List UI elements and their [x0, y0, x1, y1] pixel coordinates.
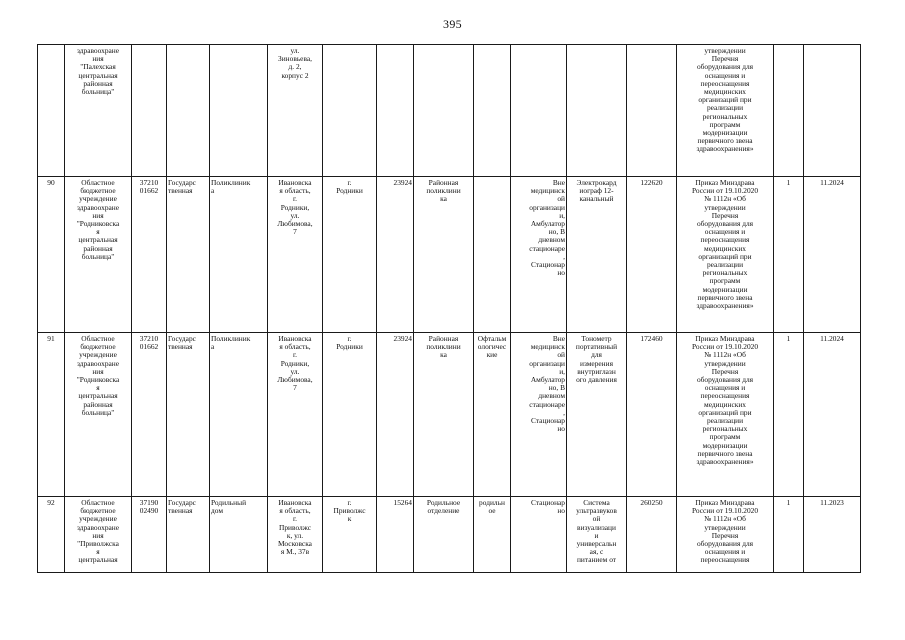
cell-line: г. — [292, 350, 298, 360]
cell-line: ая, с — [589, 547, 604, 557]
cell-line: районная — [83, 399, 113, 409]
cell-line: и — [594, 530, 599, 540]
equipment-register-table — [37, 44, 861, 573]
cell-line: для — [591, 350, 602, 360]
cell-address — [268, 497, 323, 573]
cell-address — [268, 177, 323, 333]
cell-line: Областное — [81, 334, 115, 343]
cell-settlement — [323, 333, 377, 497]
cell-oktmo-code — [377, 333, 414, 497]
cell-line: Районная — [428, 334, 459, 343]
cell-ownership-form — [167, 497, 210, 573]
cell-line: Стационар — [531, 416, 565, 426]
cell-line: "Родниковска — [76, 375, 120, 385]
cell-line: № 1112н «Об — [704, 194, 746, 204]
cell-settlement — [323, 497, 377, 573]
cell-line: поликлини — [426, 342, 461, 352]
cell-care-conditions — [511, 45, 567, 177]
cell-line: г. — [347, 498, 352, 507]
cell-line: дневном — [538, 391, 565, 401]
cell-line: 23924 — [393, 334, 412, 343]
cell-line: учреждение — [79, 350, 117, 360]
cell-organization — [65, 497, 132, 573]
table-row — [38, 45, 861, 177]
cell-line: здравоохранения» — [696, 144, 754, 154]
cell-line: здравоохране — [76, 46, 120, 55]
cell-line: канальный — [579, 194, 614, 204]
cell-line: Электрокард — [576, 178, 617, 187]
cell-inn — [132, 497, 167, 573]
cell-line: бюджетное — [80, 186, 116, 196]
cell-line: ой — [557, 194, 565, 204]
cell-line: региональных — [702, 111, 748, 121]
cell-care-conditions — [511, 333, 567, 497]
cell-line: 15264 — [393, 498, 412, 507]
cell-line: Стационар — [531, 498, 565, 507]
cell-line: здравоохранения» — [696, 457, 754, 467]
cell-line: организаци — [529, 358, 565, 368]
cell-line: Государс — [168, 498, 196, 507]
cell-care-profile — [474, 45, 511, 177]
cell-line: ния — [92, 54, 104, 64]
cell-line: утверждении — [704, 46, 746, 55]
cell-line: 172460 — [640, 334, 663, 343]
cell-line: Тонометр — [581, 334, 612, 343]
cell-line: медицинских — [704, 399, 746, 409]
cell-division — [210, 177, 268, 333]
cell-delivery-date — [804, 45, 861, 177]
cell-organization — [65, 45, 132, 177]
cell-line: центральная — [78, 70, 118, 80]
cell-line: 37190 — [139, 498, 159, 507]
cell-line: первичного звена — [697, 448, 753, 458]
cell-line: региональных — [702, 424, 748, 434]
cell-line: организаций при — [698, 95, 752, 105]
cell-line: модернизации — [702, 440, 748, 450]
cell-care-conditions — [511, 497, 567, 573]
cell-delivery-date: 11.2024 — [804, 177, 861, 333]
cell-line: Зиновьева, — [278, 54, 312, 64]
cell-line: и, — [559, 366, 565, 376]
cell-line: но — [557, 506, 565, 516]
cell-line: больница" — [81, 251, 115, 261]
cell-line: медицинск — [530, 342, 565, 352]
cell-line: но — [557, 268, 565, 278]
cell-division — [210, 333, 268, 497]
cell-line: районная — [83, 243, 113, 253]
cell-line: , — [563, 407, 565, 417]
cell-line: ой — [557, 350, 565, 360]
cell-line: организаций при — [698, 407, 752, 417]
cell-line: здравоохране — [76, 202, 120, 212]
cell-line: "Приволжска — [77, 539, 119, 549]
cell-line: организаций при — [698, 251, 752, 261]
cell-unit-type — [414, 333, 474, 497]
cell-division — [210, 45, 268, 177]
cell-legal-basis — [677, 333, 774, 497]
cell-line: Государс — [168, 334, 196, 343]
cell-line: 01662 — [139, 342, 159, 352]
cell-address — [268, 45, 323, 177]
cell-inn — [132, 177, 167, 333]
cell-oktmo-code — [377, 45, 414, 177]
cell-line: Родильный — [211, 498, 247, 507]
cell-line: я М., 37в — [280, 547, 310, 557]
cell-line: к — [347, 514, 352, 524]
cell-line: Стационар — [531, 260, 565, 270]
cell-line: здравоохранения» — [696, 301, 754, 311]
cell-equipment-name — [567, 497, 627, 573]
cell-line: переоснащения — [700, 78, 750, 88]
cell-line: России от 19.10.2020 — [691, 506, 759, 516]
cell-line: ой — [592, 514, 601, 524]
cell-line: оборудования для — [696, 375, 754, 385]
cell-line: Государс — [168, 178, 196, 187]
cell-line: районная — [83, 78, 113, 88]
table-row — [38, 333, 861, 497]
cell-oktmo-code — [377, 497, 414, 573]
cell-line: ультразвуков — [576, 506, 617, 516]
cell-line: больница" — [81, 407, 115, 417]
cell-legal-basis — [677, 497, 774, 573]
cell-line: внутриглазн — [577, 366, 616, 376]
cell-line: Офтальм — [477, 334, 507, 343]
cell-line: ния — [92, 530, 104, 540]
cell-equipment-code — [627, 177, 677, 333]
cell-line: Поликлиник — [211, 178, 251, 187]
cell-equipment-code — [627, 333, 677, 497]
cell-line: но, В — [548, 227, 565, 237]
cell-line: Перечня — [711, 366, 739, 376]
cell-line: реализации — [706, 260, 744, 270]
cell-line: ул. — [290, 210, 300, 220]
cell-line: "Родниковска — [76, 219, 120, 229]
cell-line: программ — [709, 276, 741, 286]
cell-line: дневном — [538, 235, 565, 245]
cell-line: 02490 — [139, 506, 159, 516]
cell-line: Вне — [552, 334, 565, 343]
cell-line: а — [211, 186, 215, 196]
cell-unit-type — [414, 497, 474, 573]
cell-line: переоснащения — [700, 391, 750, 401]
cell-line: учреждение — [79, 514, 117, 524]
cell-line: Родники — [336, 342, 363, 352]
cell-line: я — [96, 547, 100, 557]
cell-line: медицинск — [530, 186, 565, 196]
cell-line: региональных — [702, 268, 748, 278]
cell-line: № 1112н «Об — [704, 514, 746, 524]
cell-line: измерения — [579, 358, 613, 368]
cell-line: твенная — [168, 186, 193, 196]
cell-line: , — [563, 251, 565, 261]
cell-quantity: 1 — [774, 333, 804, 497]
cell-delivery-date: 11.2024 — [804, 333, 861, 497]
cell-line: д. 2, — [288, 62, 302, 72]
cell-equipment-name — [567, 177, 627, 333]
cell-line: поликлини — [426, 186, 461, 196]
cell-line: оснащения и — [704, 70, 746, 80]
cell-line: Родильное — [426, 498, 461, 507]
cell-line: Амбулатор — [530, 375, 565, 385]
cell-line: медицинских — [704, 87, 746, 97]
cell-ownership-form — [167, 177, 210, 333]
cell-equipment-code — [627, 45, 677, 177]
cell-equipment-name — [567, 333, 627, 497]
cell-line: универсальн — [576, 539, 617, 549]
cell-line: здравоохране — [76, 358, 120, 368]
cell-line: Ивановска — [278, 498, 312, 507]
cell-line: дом — [211, 506, 223, 516]
cell-line: визуализаци — [577, 522, 616, 532]
cell-settlement — [323, 45, 377, 177]
cell-line: и, — [559, 210, 565, 220]
cell-line: ул. — [290, 46, 300, 55]
cell-line: твенная — [168, 342, 193, 352]
cell-line: 7 — [293, 383, 297, 393]
cell-line: реализации — [706, 103, 744, 113]
cell-care-profile — [474, 333, 511, 497]
cell-line: кие — [486, 350, 498, 360]
table-row — [38, 497, 861, 573]
cell-equipment-code — [627, 497, 677, 573]
cell-line: Областное — [81, 498, 115, 507]
cell-line: 37210 — [139, 334, 159, 343]
cell-line: больница" — [81, 87, 115, 97]
cell-line: модернизации — [702, 128, 748, 138]
cell-quantity: 1 — [774, 177, 804, 333]
cell-line: 37210 — [139, 178, 159, 187]
cell-line: 01662 — [139, 186, 159, 196]
cell-line: Приволжс — [333, 506, 366, 516]
cell-line: а — [211, 342, 215, 352]
cell-inn — [132, 45, 167, 177]
cell-line: ое — [488, 506, 496, 516]
cell-line: стационаре — [529, 399, 565, 409]
cell-line: г. — [292, 514, 298, 524]
cell-line: Перечня — [711, 210, 739, 220]
cell-line: оснащения и — [704, 227, 746, 237]
cell-line: но — [557, 424, 565, 434]
cell-line: переоснащения — [700, 235, 750, 245]
cell-line: 122620 — [640, 178, 663, 187]
cell-line: Приказ Минздрава — [695, 334, 755, 343]
cell-line: медицинских — [704, 243, 746, 253]
cell-line: 260250 — [640, 498, 663, 507]
cell-line: бюджетное — [80, 342, 116, 352]
cell-line: но, В — [548, 383, 565, 393]
cell-inn — [132, 333, 167, 497]
cell-line: модернизации — [702, 284, 748, 294]
cell-line: питанием от — [576, 555, 617, 565]
cell-line: ул. — [290, 366, 300, 376]
cell-quantity: 1 — [774, 497, 804, 573]
cell-care-conditions — [511, 177, 567, 333]
cell-line: Перечня — [711, 54, 739, 64]
cell-line: оснащения и — [704, 547, 746, 557]
cell-line: Поликлиник — [211, 334, 251, 343]
cell-line: твенная — [168, 506, 193, 516]
cell-line: родильн — [479, 498, 505, 507]
cell-line: к, ул. — [286, 530, 304, 540]
cell-line: Перечня — [711, 530, 739, 540]
cell-line: 7 — [293, 227, 297, 237]
cell-line: № 1112н «Об — [704, 350, 746, 360]
page-number: 395 — [443, 17, 462, 31]
cell-line: Амбулатор — [530, 219, 565, 229]
cell-line: Приказ Минздрава — [695, 498, 755, 507]
cell-line: иограф 12- — [579, 186, 614, 196]
cell-line: программ — [709, 119, 741, 129]
cell-line: отделение — [427, 506, 460, 516]
cell-line: России от 19.10.2020 — [691, 342, 759, 352]
cell-line: центральная — [78, 235, 118, 245]
cell-equipment-name — [567, 45, 627, 177]
cell-line: я область, — [279, 506, 311, 516]
cell-line: я — [96, 383, 100, 393]
cell-line: Ивановска — [278, 334, 312, 343]
cell-line: оборудования для — [696, 219, 754, 229]
cell-line: переоснащения — [700, 555, 750, 565]
cell-row-number: 92 — [38, 497, 65, 573]
cell-legal-basis — [677, 177, 774, 333]
cell-line: ка — [440, 350, 447, 360]
cell-quantity — [774, 45, 804, 177]
cell-care-profile — [474, 177, 511, 333]
cell-line: я область, — [279, 342, 311, 352]
cell-line: утверждении — [704, 202, 746, 212]
cell-care-profile — [474, 497, 511, 573]
register-body — [38, 45, 861, 573]
cell-ownership-form — [167, 45, 210, 177]
table-row — [38, 177, 861, 333]
cell-line: стационаре — [529, 243, 565, 253]
cell-line: Приволжс — [279, 522, 311, 532]
cell-line: я — [96, 227, 100, 237]
cell-line: портативный — [575, 342, 618, 352]
cell-settlement — [323, 177, 377, 333]
cell-line: г. — [347, 334, 352, 343]
cell-line: ологичес — [477, 342, 507, 352]
cell-line: Любимова, — [277, 375, 313, 385]
cell-delivery-date: 11.2023 — [804, 497, 861, 573]
cell-division — [210, 497, 268, 573]
cell-line: учреждение — [79, 194, 117, 204]
cell-oktmo-code — [377, 177, 414, 333]
cell-line: центральная — [78, 555, 118, 565]
cell-line: Родники — [336, 186, 363, 196]
cell-line: оснащения и — [704, 383, 746, 393]
cell-line: Московска — [278, 539, 312, 549]
cell-line: Ивановска — [278, 178, 312, 187]
cell-line: реализации — [706, 416, 744, 426]
cell-line: Любимова, — [277, 219, 313, 229]
cell-line: ния — [92, 210, 104, 220]
cell-line: первичного звена — [697, 136, 753, 146]
cell-line: России от 19.10.2020 — [691, 186, 759, 196]
cell-row-number: 90 — [38, 177, 65, 333]
cell-line: ка — [440, 194, 447, 204]
cell-line: Областное — [81, 178, 115, 187]
cell-line: программ — [709, 432, 741, 442]
cell-organization — [65, 177, 132, 333]
cell-address — [268, 333, 323, 497]
cell-line: Районная — [428, 178, 459, 187]
cell-line: ого давления — [576, 375, 617, 385]
cell-line: г. — [292, 194, 298, 204]
cell-line: Родники, — [280, 358, 310, 368]
cell-line: Родники, — [280, 202, 310, 212]
cell-line: оборудования для — [696, 62, 754, 72]
cell-row-number — [38, 45, 65, 177]
cell-line: ния — [92, 366, 104, 376]
cell-line: я область, — [279, 186, 311, 196]
cell-line: здравоохране — [76, 522, 120, 532]
cell-line: корпус 2 — [281, 70, 309, 80]
cell-legal-basis — [677, 45, 774, 177]
cell-row-number: 91 — [38, 333, 65, 497]
cell-line: организаци — [529, 202, 565, 212]
cell-unit-type — [414, 177, 474, 333]
cell-line: Приказ Минздрава — [695, 178, 755, 187]
cell-line: Вне — [552, 178, 565, 187]
cell-unit-type — [414, 45, 474, 177]
cell-line: утверждении — [704, 522, 746, 532]
cell-line: бюджетное — [80, 506, 116, 516]
cell-line: г. — [347, 178, 352, 187]
cell-line: Система — [583, 498, 610, 507]
cell-ownership-form — [167, 333, 210, 497]
cell-line: оборудования для — [696, 539, 754, 549]
cell-organization — [65, 333, 132, 497]
cell-line: утверждении — [704, 358, 746, 368]
cell-line: 23924 — [393, 178, 412, 187]
cell-line: центральная — [78, 391, 118, 401]
cell-line: первичного звена — [697, 292, 753, 302]
cell-line: "Палехская — [80, 62, 116, 72]
